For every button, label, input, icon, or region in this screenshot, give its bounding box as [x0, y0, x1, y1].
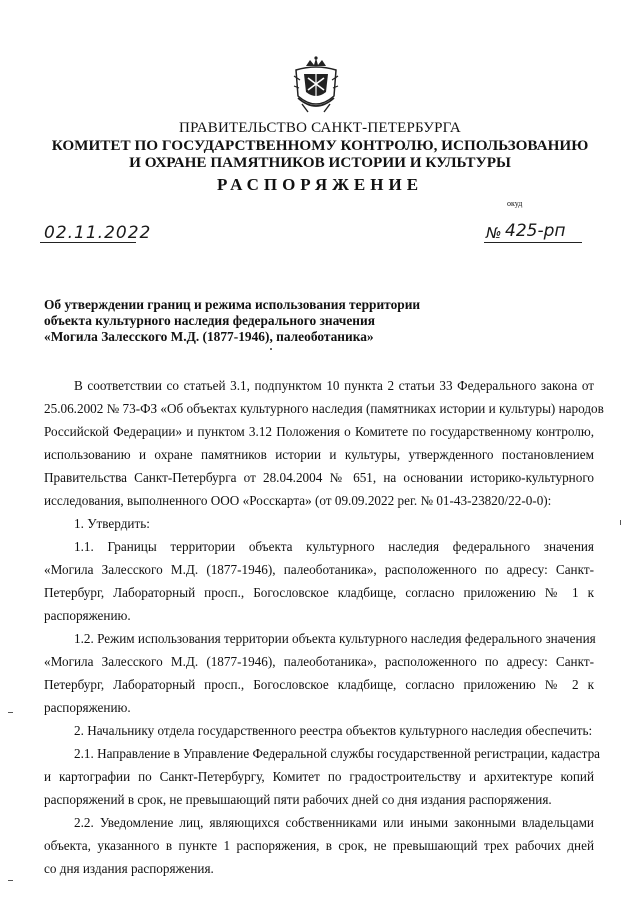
body-line: Петербург, Лабораторный просп., Богословское кладбище, согласно приложению № 1 к [44, 585, 594, 600]
body-line: распоряжению. [44, 700, 131, 715]
body-line: распоряжений в срок, не превышающий пяти рабочих дней со дня издания распоряжения. [44, 792, 552, 807]
ink-dot [270, 348, 272, 350]
document-type: РАСПОРЯЖЕНИЕ [216, 175, 424, 194]
subject-line2: объекта культурного наследия федерального значения [44, 313, 375, 328]
number-sign: № [486, 224, 502, 242]
committee-title-line1: КОМИТЕТ ПО ГОСУДАРСТВЕННОМУ КОНТРОЛЮ, ИСПОЛЬЗОВАНИЮ [51, 137, 589, 154]
document-date: 02.11.2022 [44, 223, 152, 243]
body-line: Российской Федерации» и пунктом 3.12 Положения о Комитете по государственному контролю, [44, 424, 594, 439]
body-line: В соответствии со статьей 3.1, подпунктом 10 пункта 2 статьи 33 Федерального закона от [74, 378, 594, 393]
body-line: Правительства Санкт-Петербурга от 28.04.2004 № 651, на основании историко-культурного [44, 470, 594, 485]
body-line: «Могила Залесского М.Д. (1877-1946), палеоботаника», расположенного по адресу: Санкт- [44, 562, 594, 577]
body-line: 25.06.2002 № 73-ФЗ «Об объектах культурного наследия (памятниках истории и культуры) народов [44, 401, 604, 416]
body-line: и картографии по Санкт-Петербургу, Комитет по градостроительству и архитектуре копий [44, 769, 594, 784]
body-line: объекта, указанного в пункте 1 распоряжения, в срок, не превышающий трех рабочих дней [44, 838, 594, 853]
body-line: 2. Начальнику отдела государственного реестра объектов культурного наследия обеспечить: [74, 723, 593, 738]
number-underline [484, 242, 582, 243]
margin-mark [8, 880, 13, 881]
body-line: «Могила Залесского М.Д. (1877-1946), палеоботаника», расположенного по адресу: Санкт- [44, 654, 594, 669]
government-title: ПРАВИТЕЛЬСТВО САНКТ-ПЕТЕРБУРГА [179, 120, 461, 136]
committee-title-line2: И ОХРАНЕ ПАМЯТНИКОВ ИСТОРИИ И КУЛЬТУРЫ [129, 154, 511, 171]
okud-label: окуд [507, 199, 523, 208]
coat-of-arms-icon [290, 56, 342, 116]
document-subject [44, 297, 420, 345]
margin-mark [620, 520, 621, 525]
body-line: 1.2. Режим использования территории объекта культурного наследия федерального значения [74, 631, 596, 646]
body-line: 1.1. Границы территории объекта культурного наследия федерального значения [74, 539, 594, 554]
body-line: 2.1. Направление в Управление Федеральной службы государственной регистрации, кадастра [74, 746, 601, 761]
body-line: 1. Утвердить: [74, 516, 150, 531]
body-line: Петербург, Лабораторный просп., Богословское кладбище, согласно приложению № 2 к [44, 677, 594, 692]
body-line: 2.2. Уведомление лиц, являющихся собственниками или иными законными владельцами [74, 815, 594, 830]
margin-mark [8, 712, 13, 713]
body-line: исследования, выполненного ООО «Росскарта» (от 09.09.2022 рег. № 01-43-23820/22-0-0): [44, 493, 552, 508]
document-number: 425-рп [505, 221, 566, 241]
body-line: использованию и охране памятников истории и культуры, утвержденного постановлением [44, 447, 594, 462]
body-line: распоряжению. [44, 608, 131, 623]
committee-title [0, 137, 640, 171]
subject-line3: «Могила Залесского М.Д. (1877-1946), палеоботаника» [44, 329, 374, 344]
date-underline [40, 242, 136, 243]
body-line: со дня издания распоряжения. [44, 861, 214, 876]
subject-line1: Об утверждении границ и режима использования территории [44, 297, 421, 312]
